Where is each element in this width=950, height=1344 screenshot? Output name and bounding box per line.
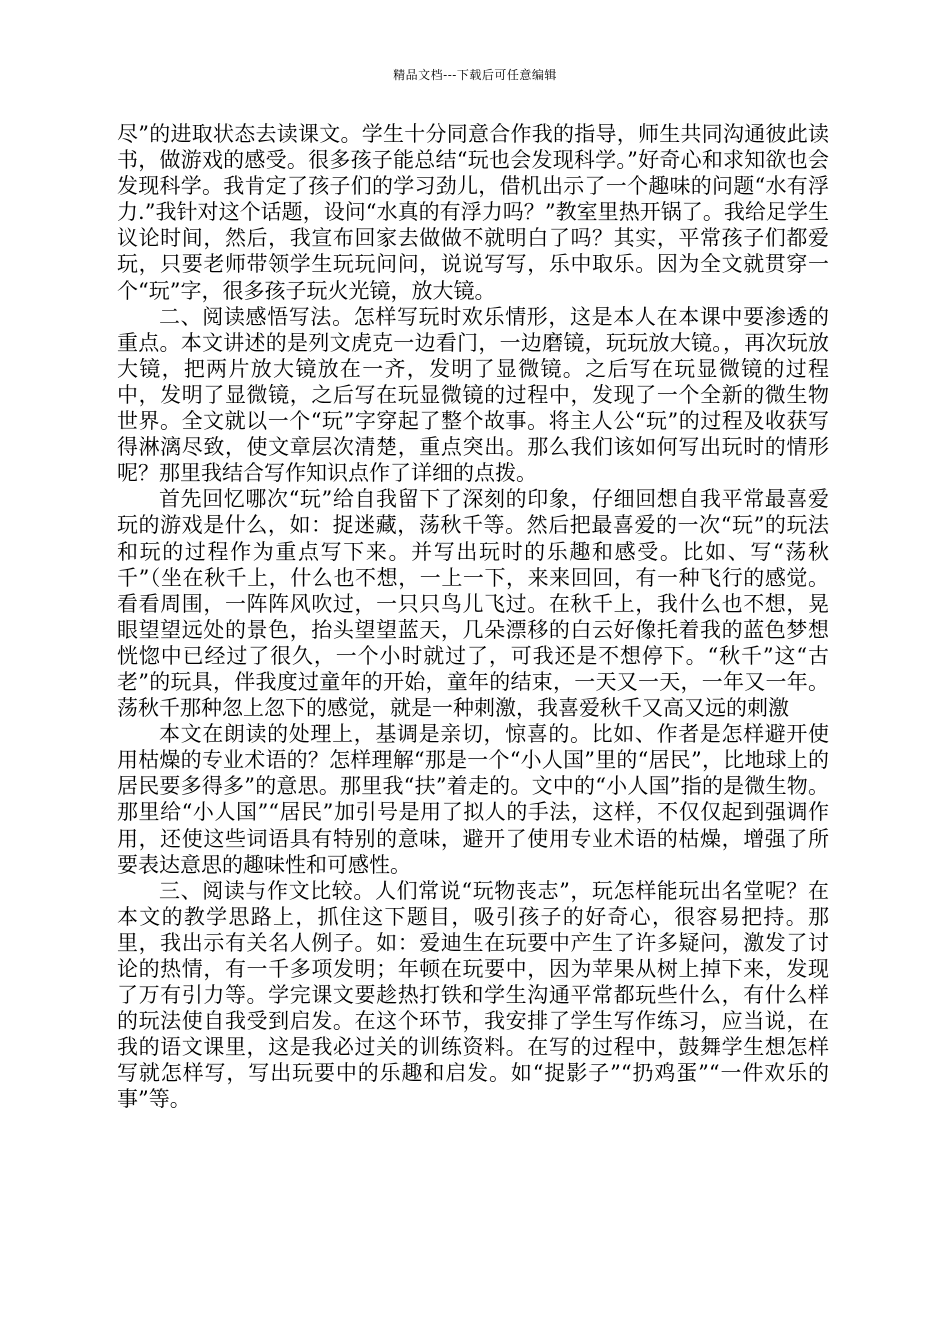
paragraph-2: 二、阅读感悟写法。怎样写玩时欢乐情形，这是本人在本课中要渗透的重点。本文讲述的是列文虎克一边看门，一边磨镜，玩玩放大镜。，再次玩放大镜，把两片放大镜放在一齐，发明了显微镜。之后写在玩显微镜的过程中，发明了显微镜，之后写在玩显微镜的过程中，发现了一个全新的微生物世界。全文就以一个“玩”字穿起了整个故事。将主人公“玩”的过程及收获写得淋漓尽致，使文章层次清楚，重点突出。那么我们该如何写出玩时的情形呢？那里我结合写作知识点作了详细的点拨。 [117,304,829,486]
page-header: 精品文档---下载后可任意编辑 [393,68,557,82]
paragraph-5: 三、阅读与作文比较。人们常说“玩物丧志”，玩怎样能玩出名堂呢？在本文的教学思路上，抓住这下题目，吸引孩子的好奇心，很容易把持。那里，我出示有关名人例子。如：爱迪生在玩要中产生了许多疑问，激发了讨论的热情，有一千多项发明；年顿在玩要中，因为苹果从树上掉下来，发现了万有引力等。学完课文要趁热打铁和学生沟通平常都玩些什么，有什么样的玩法使自我受到启发。在这个环节，我安排了学生写作练习，应当说，在我的语文课里，这是我必过关的训练资料。在写的过程中，鼓舞学生想怎样写就怎样写，写出玩要中的乐趣和启发。如“捉影子”“扔鸡蛋”“一件欢乐的事”等。 [117,878,829,1112]
paragraph-1: 尽”的进取状态去读课文。学生十分同意合作我的指导，师生共同沟通彼此读书，做游戏的感受。很多孩子能总结“玩也会发现科学。”好奇心和求知欲也会发现科学。我肯定了孩子们的学习劲儿，借机出示了一个趣味的问题“水有浮力.”我针对这个话题，设问“水真的有浮力吗？”教室里热开锅了。我给足学生议论时间，然后，我宣布回家去做做不就明白了吗？其实，平常孩子们都爱玩，只要老师带领学生玩玩问问，说说写写，乐中取乐。因为全文就贯穿一个“玩”字，很多孩子玩火光镜，放大镜。 [117,122,829,303]
document-body [117,121,829,1113]
paragraph-4: 本文在朗读的处理上，基调是亲切，惊喜的。比如、作者是怎样避开使用枯燥的专业术语的？怎样理解“那是一个“小人国”里的“居民”，比地球上的居民要多得多”的意思。那里我“扶”着走的。文中的“小人国”指的是微生物。那里给“小人国”“居民”加引号是用了拟人的手法，这样，不仅仅起到强调作用，还使这些词语具有特别的意味，避开了使用专业术语的枯燥，增强了所要表达意思的趣味性和可感性。 [117,722,829,877]
paragraph-3: 首先回忆哪次“玩”给自我留下了深刻的印象，仔细回想自我平常最喜爱玩的游戏是什么，如：捉迷藏，荡秋千等。然后把最喜爱的一次“玩”的玩法和玩的过程作为重点写下来。并写出玩时的乐趣和感受。比如、写“荡秋千”（坐在秋千上，什么也不想，一上一下，来来回回，有一种飞行的感觉。看看周围，一阵阵风吹过，一只只鸟儿飞过。在秋千上，我什么也不想，晃眼望望远处的景色，抬头望望蓝天，几朵漂移的白云好像托着我的蓝色梦想恍惚中已经过了很久，一个小时就过了，可我还是不想停下。“秋千”这“古老”的玩具，伴我度过童年的开始，童年的结束，一天又一天，一年又一年。荡秋千那种忽上忽下的感觉，就是一种刺激，我喜爱秋千又高又远的刺激 [117,487,829,721]
